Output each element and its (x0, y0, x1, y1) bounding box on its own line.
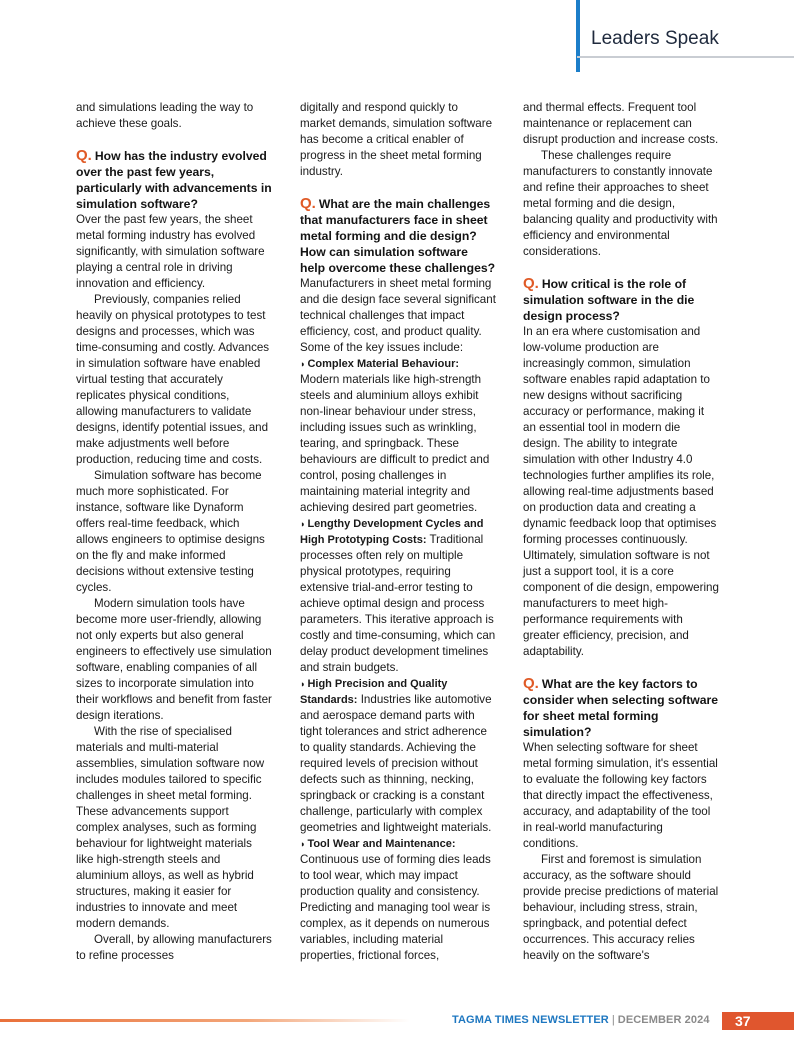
column-3 (523, 100, 719, 964)
bullet-icon: ◗ (300, 679, 306, 689)
paragraph: Previously, companies relied heavily on physical prototypes to test designs and processes, which was time-consuming and costly. Advances in simulation software have enabled virtual testing that accurately replicates physical conditions, allowing manufacturers to validate designs, identify potential issues, and make adjustments well before production, reducing time and costs. (76, 293, 270, 466)
question-heading: Q. What are the main challenges that manufacturers face in sheet metal forming and die design? How can simulation software help overcome these challenges? (300, 195, 496, 275)
bullet-icon: ◗ (300, 359, 306, 369)
question-marker: Q. (76, 147, 92, 164)
footer-publication (452, 1014, 710, 1026)
question-marker: Q. (300, 195, 316, 212)
header-rule (577, 56, 794, 58)
paragraph: and thermal effects. Frequent tool maintenance or replacement can disrupt production and increase costs. (523, 101, 719, 146)
publication-name: TAGMA TIMES NEWSLETTER (452, 1014, 609, 1026)
paragraph: Over the past few years, the sheet metal forming industry has evolved significantly, with simulation software playing a central role in driving innovation and efficiency. (76, 213, 265, 290)
paragraph: Manufacturers in sheet metal forming and die design face several significant technical challenges that impact efficiency, cost, and product quality. Some of the key issues include: (300, 277, 496, 354)
question-heading: Q. How has the industry evolved over the past few years, particularly with advancements in simulation software? (76, 147, 272, 211)
bullet-item: ◗ Lengthy Development Cycles and High Prototyping Costs: Traditional processes often rely on multiple physical prototypes, requiring extensive trial-and-error testing to achieve optimal design and process parameters. This iterative approach is costly and time-consuming, which can delay product development timelines and strain budgets. (300, 518, 496, 674)
bullet-icon: ◗ (300, 839, 306, 849)
bullet-item: ◗ Tool Wear and Maintenance: Continuous use of forming dies leads to tool wear, which may impact production quality and consistency. Predicting and managing tool wear is complex, as it depends on numerous variables, including material properties, frictional forces, (300, 838, 491, 962)
question-marker: Q. (523, 675, 539, 692)
question-heading: Q. How critical is the role of simulation software in the die design process? (523, 275, 695, 323)
column-1 (76, 100, 272, 964)
bullet-item: ◗ Complex Material Behaviour: Modern materials like high-strength steels and aluminium alloys exhibit non-linear behaviour under stress, including issues such as wrinkling, tearing, and springback. These behaviours are difficult to predict and control, posing challenges in maintaining material integrity and achieving desired part geometries. (300, 358, 490, 514)
paragraph: With the rise of specialised materials and multi-material assemblies, simulation software now includes modules tailored to specific challenges in sheet metal forming. These advancements support complex analyses, such as forming behaviour for lightweight materials like high-strength steels and aluminium alloys, as well as hybrid structures, making it easier for industries to innovate and meet modern demands. (76, 725, 265, 930)
bullet-icon: ◗ (300, 519, 306, 529)
section-title: Leaders Speak (591, 28, 719, 49)
header-accent-bar (576, 0, 580, 72)
question-heading: Q. What are the key factors to consider when selecting software for sheet metal forming simulation? (523, 675, 719, 739)
bullet-item: ◗ High Precision and Quality Standards: Industries like automotive and aerospace demand parts with tight tolerances and strict adherence to quality standards. Achieving the required levels of precision without defects such as thinning, necking, springback or cracking is a constant challenge, particularly with complex geometries and lightweight materials. (300, 678, 492, 834)
paragraph: digitally and respond quickly to market demands, simulation software has become a critical enabler of progress in the sheet metal forming industry. (300, 101, 493, 178)
page-number-box (722, 1012, 794, 1030)
footer-separator: | (611, 1014, 615, 1026)
paragraph: Overall, by allowing manufacturers to refine processes (76, 933, 272, 962)
paragraph: First and foremost is simulation accuracy, as the software should provide precise predictions of material behaviour, including stress, strain, springback, and potential defect occurrences. This accuracy relies heavily on the software's (523, 853, 719, 962)
paragraph: When selecting software for sheet metal forming simulation, it's essential to evaluate the following key factors that directly impact the effectiveness, accuracy, and adaptability of the tool in real-world manufacturing conditions. (523, 741, 718, 850)
paragraph: These challenges require manufacturers to constantly innovate and refine their approaches to sheet metal forming and die design, balancing quality and productivity with efficiency and environmental considerations. (523, 149, 718, 258)
paragraph: and simulations leading the way to achieve these goals. (76, 101, 254, 130)
paragraph: Simulation software has become much more sophisticated. For instance, software like Dynaform offers real-time feedback, which allows engineers to optimise designs on the fly and make informed decisions without extensive testing cycles. (76, 469, 265, 594)
page-number: 37 (735, 1013, 751, 1029)
footer-rule (0, 1019, 410, 1022)
paragraph: Modern simulation tools have become more user-friendly, allowing not only experts but also general engineers to effectively use simulation software, enabling companies of all sizes to incorporate simulation into their workflows and benefit from faster design iterations. (76, 597, 272, 722)
issue-date: DECEMBER 2024 (617, 1014, 710, 1026)
paragraph: In an era where customisation and low-volume production are increasingly common, simulation software enables rapid adaptation to new designs without sacrificing accuracy or performance, making it an essential tool in modern die design. The ability to integrate simulation with other Industry 4.0 technologies further amplifies its role, allowing real-time adjustments based on production data and creating a dynamic feedback loop that optimises forming processes continuously. Ultimately, simulation software is not just a support tool, it is a core component of die design, empowering manufacturers to meet high-performance requirements with greater efficiency, precision, and adaptability. (523, 325, 719, 658)
question-marker: Q. (523, 275, 539, 292)
column-2 (300, 100, 496, 964)
